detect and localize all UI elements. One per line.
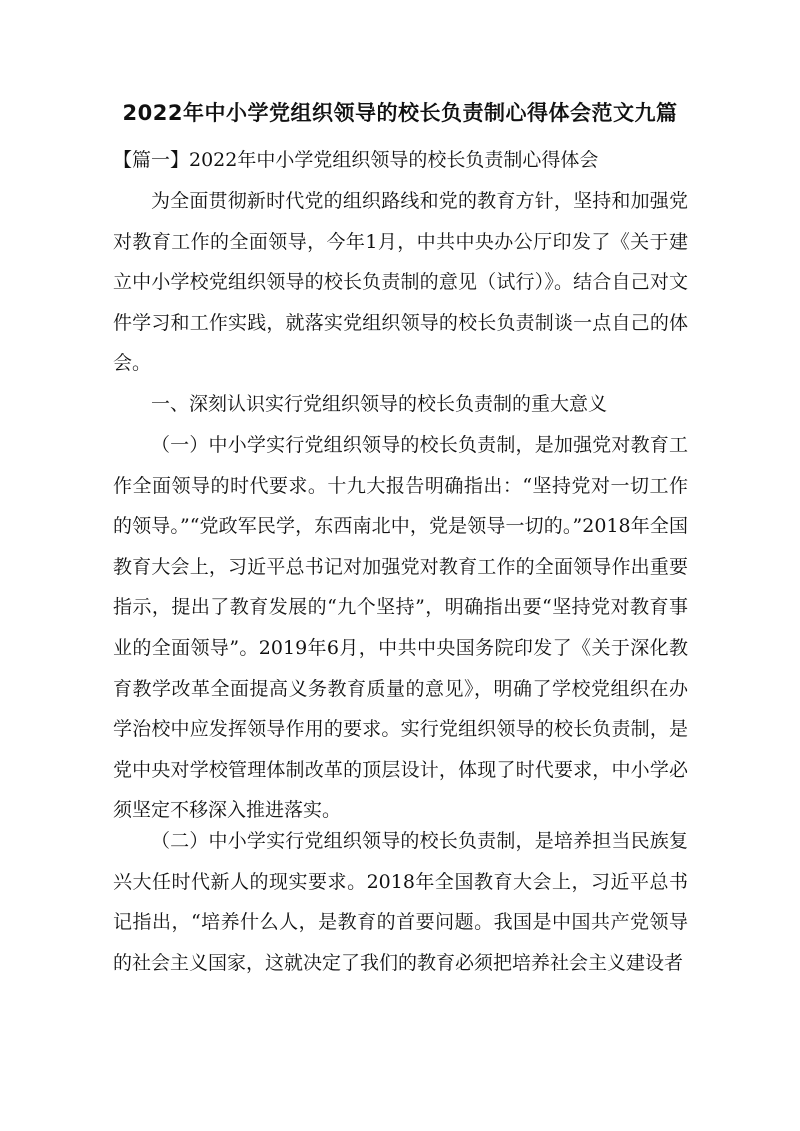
paragraph-section-1: （一）中小学实行党组织领导的校长负责制，是加强党对教育工作全面领导的时代要求。十九大报告明确指出：“坚持党对一切工作的领导。”“党政军民学，东西南北中，党是领导一切的。”2018年全国教育大会上，习近平总书记对加强党对教育工作的全面领导作出重要指示，提出了教育发展的“九个坚持”，明确指出要“坚持党对教育事业的全面领导”。2019年6月，中共中央国务院印发了《关于深化教育教学改革全面提高义务教育质量的意见》，明确了学校党组织在办学治校中应发挥领导作用的要求。实行党组织领导的校长负责制，是党中央对学校管理体制改革的顶层设计，体现了时代要求，中小学必须坚定不移深入推进落实。 bbox=[113, 434, 688, 822]
paragraph-section-2: （二）中小学实行党组织领导的校长负责制，是培养担当民族复兴大任时代新人的现实要求。2018年全国教育大会上，习近平总书记指出，“培养什么人，是教育的首要问题。我国是中国共产党领导的社会主义国家，这就决定了我们的教育必须把培养社会主义建设者 bbox=[113, 830, 688, 974]
section-heading-1: 一、深刻认识实行党组织领导的校长负责制的重大意义 bbox=[151, 393, 608, 415]
section-subtitle: 【篇一】2022年中小学党组织领导的校长负责制心得体会 bbox=[113, 149, 599, 171]
paragraph-intro: 为全面贯彻新时代党的组织路线和党的教育方针，坚持和加强党对教育工作的全面领导，今年1月，中共中央办公厅印发了《关于建立中小学校党组织领导的校长负责制的意见（试行）》。结合自己对文件学习和工作实践，就落实党组织领导的校长负责制谈一点自己的体会。 bbox=[113, 190, 688, 375]
document-title: 2022年中小学党组织领导的校长负责制心得体会范文九篇 bbox=[122, 101, 678, 125]
